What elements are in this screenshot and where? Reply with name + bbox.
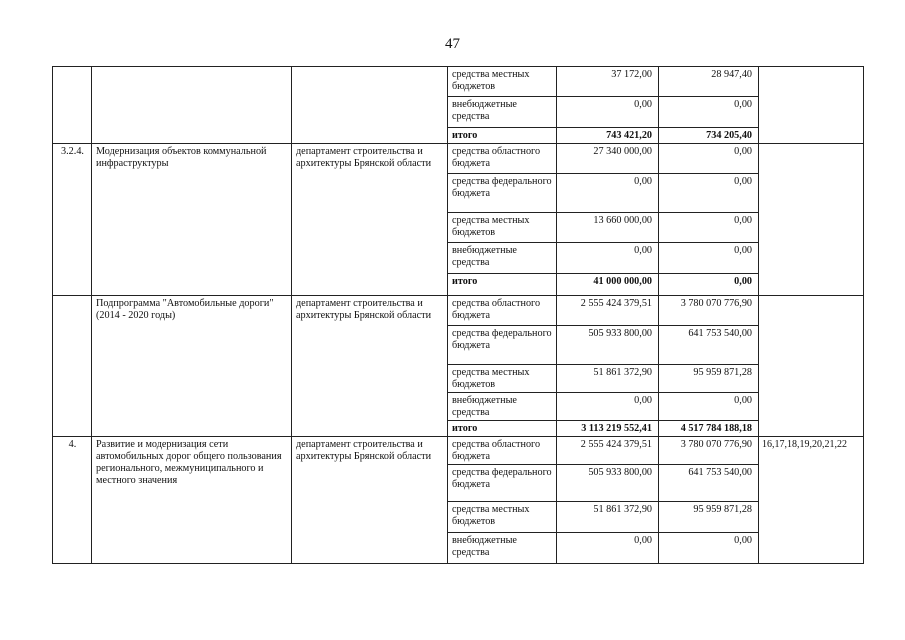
value-cell: 0,00 [557,393,659,421]
source-label: средства местных бюджетов [448,365,557,393]
source-label: внебюджетные средства [448,393,557,421]
item-name: Развитие и модернизация сети автомобильных дорог общего пользования регионального, межмуниципального и местного значения [92,437,292,564]
source-label: средства местных бюджетов [448,502,557,533]
table-row [53,296,864,326]
page-number: 47 [445,36,460,52]
total-label: итого [448,274,557,296]
table-row [53,437,864,465]
value-cell: 37 172,00 [557,67,659,97]
item-name: Модернизация объектов коммунальной инфраструктуры [92,144,292,296]
item-number: 4. [53,437,92,564]
source-label: внебюджетные средства [448,533,557,564]
table-row [53,144,864,174]
value-cell: 0,00 [659,174,759,213]
value-cell: 27 340 000,00 [557,144,659,174]
total-value: 734 205,40 [659,128,759,144]
source-label: средства областного бюджета [448,437,557,465]
value-cell: 0,00 [557,174,659,213]
value-cell: 28 947,40 [659,67,759,97]
total-label: итого [448,421,557,437]
source-label: средства федерального бюджета [448,465,557,502]
total-label: итого [448,128,557,144]
source-label: средства федерального бюджета [448,174,557,213]
value-cell: 95 959 871,28 [659,365,759,393]
value-cell: 0,00 [557,97,659,128]
value-cell: 0,00 [557,243,659,274]
value-cell: 505 933 800,00 [557,465,659,502]
total-value: 41 000 000,00 [557,274,659,296]
value-cell: 641 753 540,00 [659,326,759,365]
source-label: внебюджетные средства [448,97,557,128]
total-value: 4 517 784 188,18 [659,421,759,437]
budget-table [52,66,864,564]
indicator-numbers: 16,17,18,19,20,21,22 [759,437,864,564]
responsible-dept: департамент строительства и архитектуры Брянской области [292,437,448,564]
value-cell: 51 861 372,90 [557,365,659,393]
value-cell: 3 780 070 776,90 [659,296,759,326]
value-cell: 2 555 424 379,51 [557,296,659,326]
source-label: средства областного бюджета [448,144,557,174]
value-cell: 0,00 [659,144,759,174]
value-cell: 0,00 [659,97,759,128]
responsible-dept: департамент строительства и архитектуры Брянской области [292,144,448,296]
source-label: средства местных бюджетов [448,213,557,243]
item-number: 3.2.4. [53,144,92,296]
responsible-dept: департамент строительства и архитектуры Брянской области [292,296,448,437]
value-cell: 505 933 800,00 [557,326,659,365]
value-cell: 0,00 [659,533,759,564]
value-cell: 641 753 540,00 [659,465,759,502]
total-value: 3 113 219 552,41 [557,421,659,437]
value-cell: 0,00 [659,213,759,243]
source-label: внебюджетные средства [448,243,557,274]
value-cell: 13 660 000,00 [557,213,659,243]
total-value: 743 421,20 [557,128,659,144]
source-label: средства федерального бюджета [448,326,557,365]
value-cell: 0,00 [659,393,759,421]
source-label: средства местных бюджетов [448,67,557,97]
value-cell: 51 861 372,90 [557,502,659,533]
subprogram-name: Подпрограмма "Автомобильные дороги" (2014 - 2020 годы) [92,296,292,437]
value-cell: 0,00 [557,533,659,564]
value-cell: 3 780 070 776,90 [659,437,759,465]
table-row [53,67,864,97]
source-label: средства областного бюджета [448,296,557,326]
value-cell: 0,00 [659,243,759,274]
value-cell: 2 555 424 379,51 [557,437,659,465]
total-value: 0,00 [659,274,759,296]
value-cell: 95 959 871,28 [659,502,759,533]
